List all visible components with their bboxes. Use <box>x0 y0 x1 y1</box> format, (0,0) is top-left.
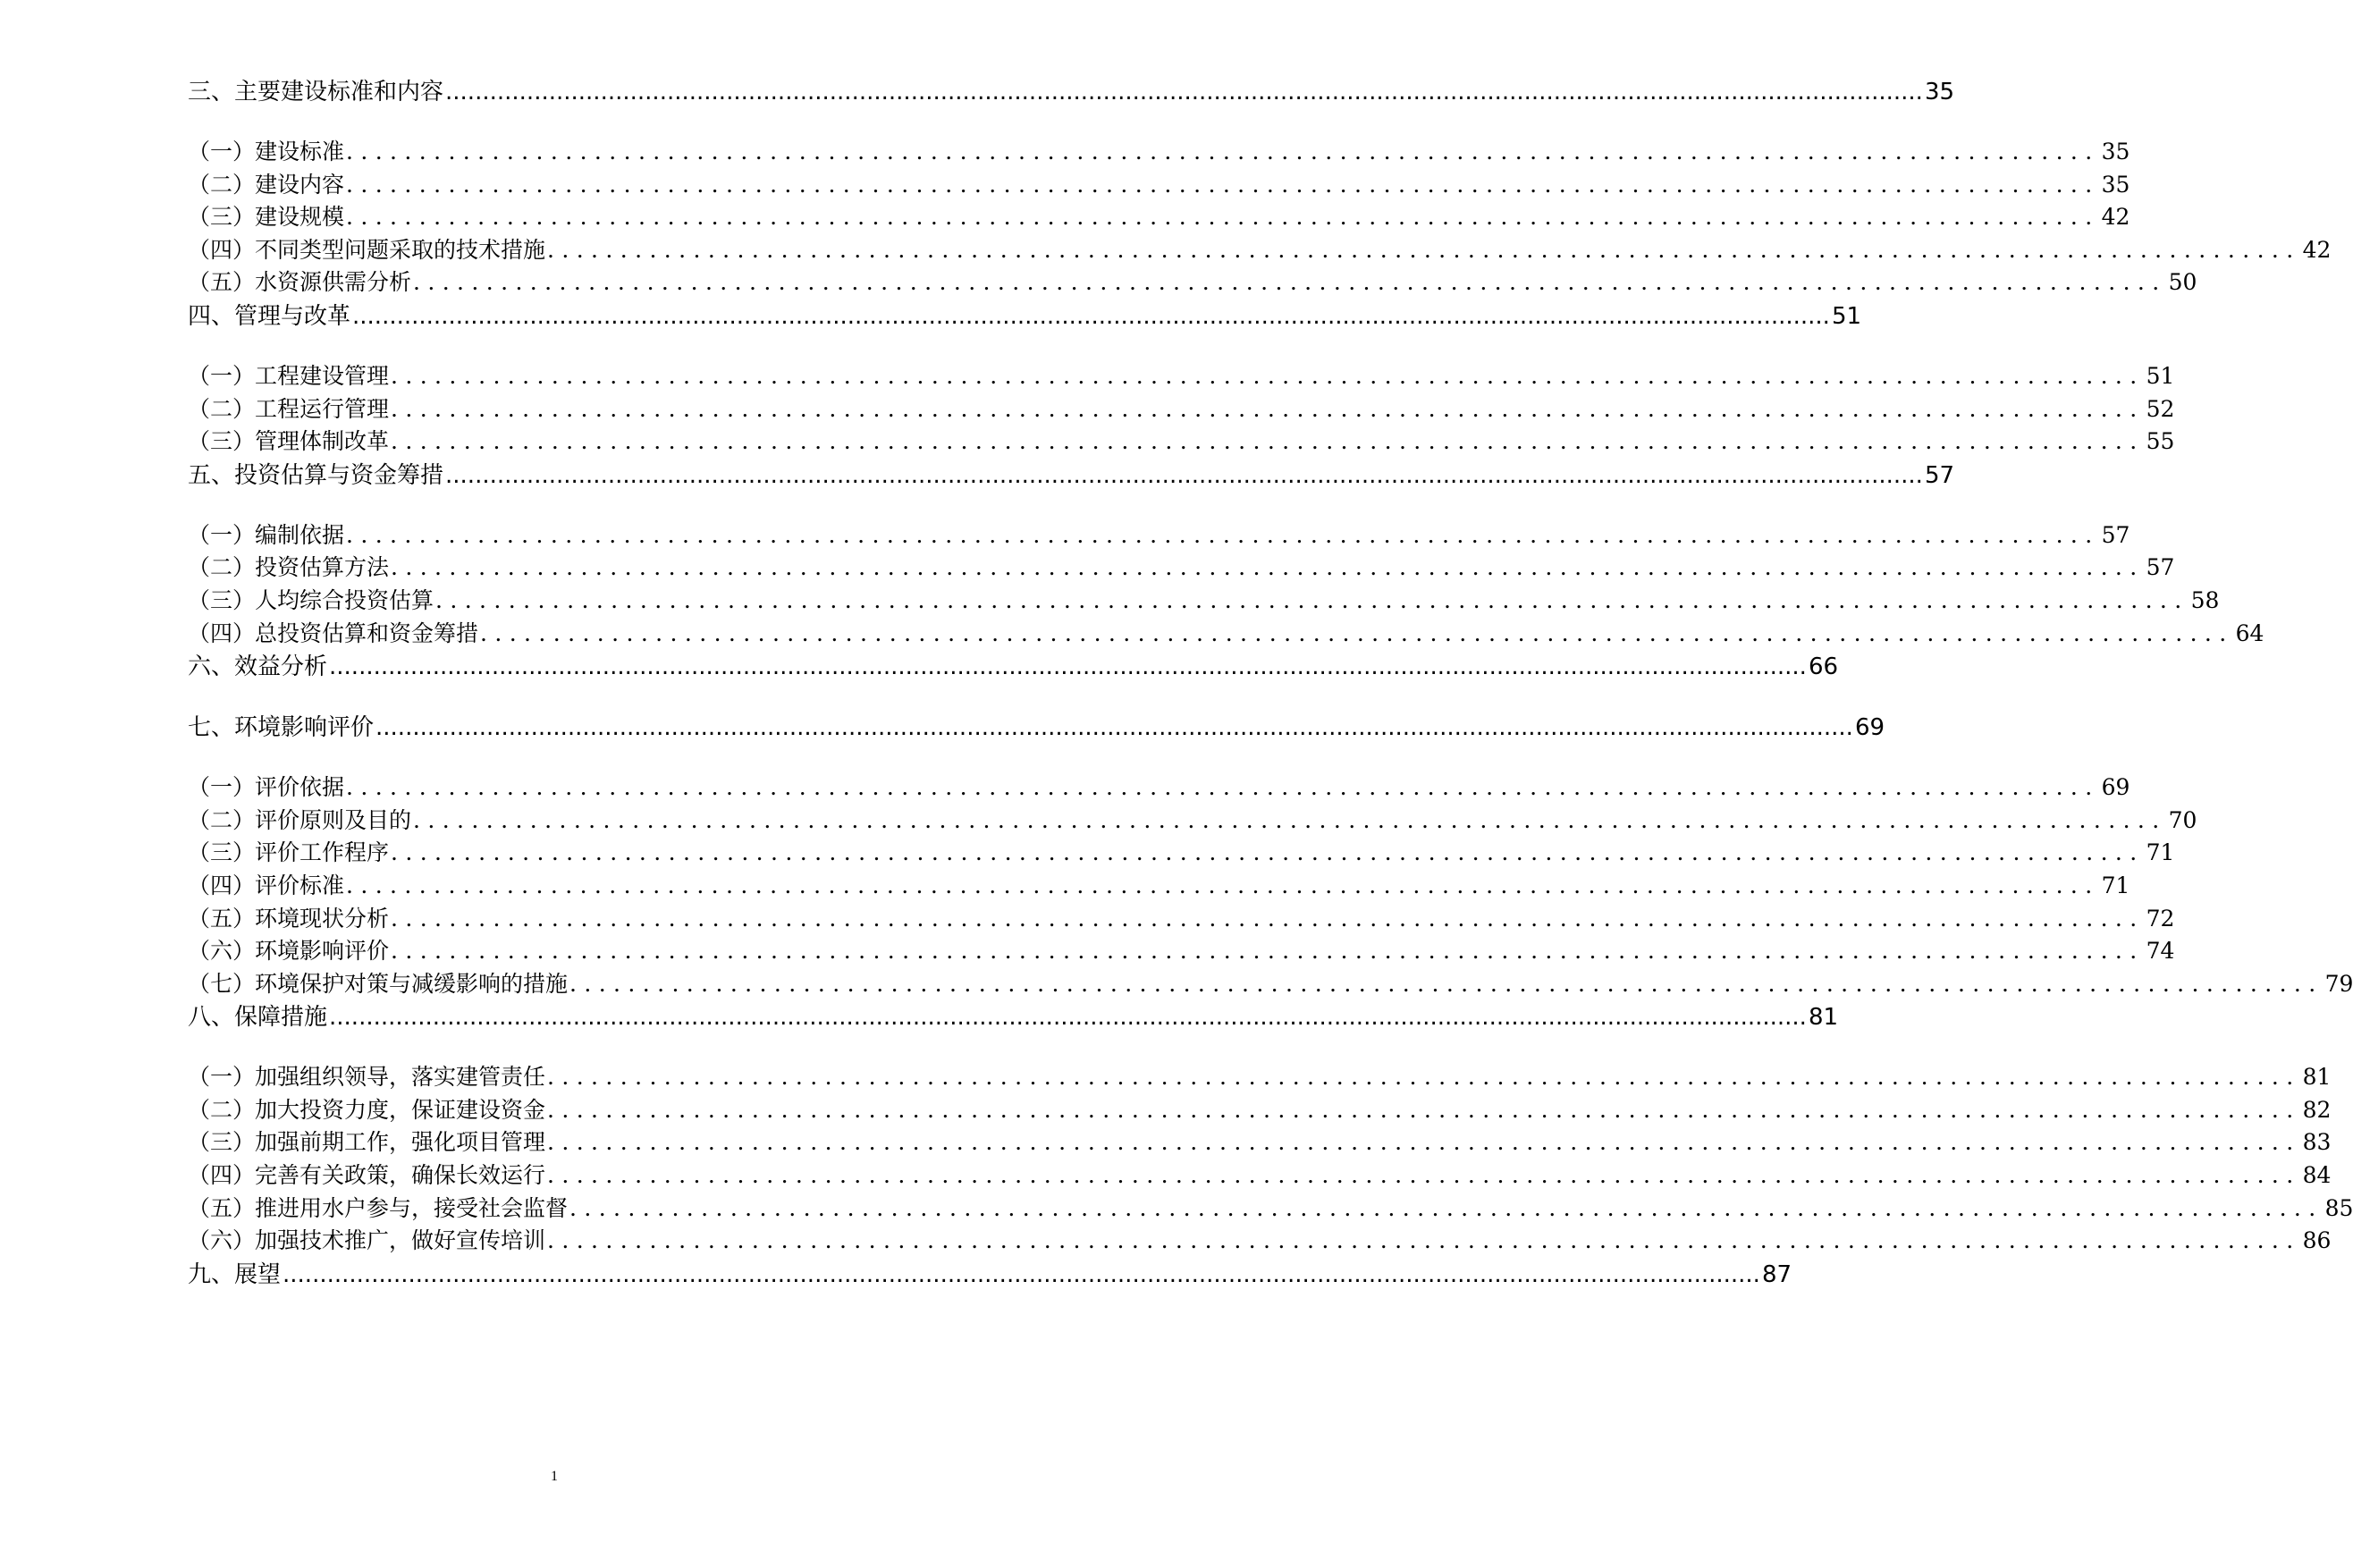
dot-leader: ........................................................................................................................ <box>569 1194 2323 1221</box>
toc-subsection-entry[interactable] <box>188 1061 2332 1094</box>
toc-subsection-title: （二）建设内容 <box>188 171 345 198</box>
toc-subsection-entry[interactable] <box>188 1126 2332 1159</box>
toc-subsection-title: （三）人均综合投资估算 <box>188 586 434 613</box>
toc-section-title: 八、保障措施 <box>188 1004 328 1032</box>
toc-section-entry[interactable] <box>188 1258 1792 1292</box>
toc-subsection-title: （一）编制依据 <box>188 521 345 548</box>
toc-section-title: 九、展望 <box>188 1260 282 1288</box>
toc-section-entry[interactable] <box>188 459 1955 493</box>
toc-subsection-page: 86 <box>2302 1227 2332 1254</box>
dot-leader: ........................................................................................................................ <box>346 171 2100 198</box>
toc-subsection-entry[interactable] <box>188 903 2175 936</box>
toc-subsection-page: 57 <box>2101 521 2130 548</box>
toc-subsection-title: （五）推进用水户参与，接受社会监督 <box>188 1194 569 1221</box>
toc-subsection-title: （四）不同类型问题采取的技术措施 <box>188 236 546 263</box>
toc-subsection-page: 55 <box>2146 428 2175 455</box>
toc-subsection-entry[interactable] <box>188 136 2130 169</box>
toc-subsection-entry[interactable] <box>188 426 2175 459</box>
toc-subsection-page: 51 <box>2146 362 2175 389</box>
toc-subsection-page: 57 <box>2146 554 2175 581</box>
dot-leader: ........................................................................................................................ <box>547 1129 2301 1156</box>
toc-section-title: 五、投资估算与资金筹措 <box>188 461 444 489</box>
toc-subsection-title: （六）加强技术推广，做好宣传培训 <box>188 1227 546 1254</box>
toc-subsection-entry[interactable] <box>188 1094 2332 1127</box>
dot-leader: ........................................................................................................................ <box>547 236 2301 263</box>
toc-subsection-entry[interactable] <box>188 618 2264 651</box>
dot-leader: ........................................................................................................................ <box>435 586 2189 613</box>
toc-subsection-entry[interactable] <box>188 169 2130 202</box>
page-number: 1 <box>551 1469 558 1484</box>
toc-section-page: 66 <box>1808 653 1839 681</box>
toc-subsection-title: （三）建设规模 <box>188 204 345 231</box>
toc-subsection-entry[interactable] <box>188 519 2130 552</box>
dot-leader: ........................................................................................................................ <box>346 521 2100 548</box>
toc-subsection-page: 58 <box>2190 586 2220 613</box>
toc-subsection-title: （一）建设标准 <box>188 139 345 164</box>
toc-section-entry[interactable] <box>188 75 1955 109</box>
toc-subsection-entry[interactable] <box>188 393 2175 426</box>
toc-subsection-title: （二）投资估算方法 <box>188 554 390 581</box>
toc-subsection-page: 71 <box>2101 872 2130 898</box>
toc-section-entry[interactable] <box>188 711 1885 745</box>
toc-subsection-title: （七）环境保护对策与减缓影响的措施 <box>188 970 569 997</box>
toc-subsection-entry[interactable] <box>188 266 2197 299</box>
toc-subsection-title: （三）评价工作程序 <box>188 839 390 866</box>
toc-subsection-entry[interactable] <box>188 585 2220 618</box>
dot-leader: ........................................................................................................................ <box>391 905 2145 932</box>
dot-leader: ........................................................................................................................................................................................................ <box>329 653 1807 681</box>
toc-section-page: 51 <box>1831 302 1862 330</box>
dot-leader: ........................................................................................................................................................................................................ <box>375 714 1853 742</box>
dot-leader: ........................................................................................................................................................................................................ <box>445 461 1923 489</box>
toc-subsection-page: 42 <box>2101 204 2130 231</box>
toc-subsection-page: 74 <box>2146 938 2175 965</box>
dot-leader: ........................................................................................................................ <box>547 1064 2301 1091</box>
toc-subsection-entry[interactable] <box>188 935 2175 968</box>
toc-subsection-title: （三）加强前期工作，强化项目管理 <box>188 1129 546 1156</box>
toc-subsection-title: （二）评价原则及目的 <box>188 806 412 833</box>
toc-subsection-title: （一）评价依据 <box>188 774 345 801</box>
toc-subsection-entry[interactable] <box>188 1225 2332 1258</box>
dot-leader: ........................................................................................................................ <box>569 970 2323 997</box>
toc-subsection-page: 35 <box>2101 171 2130 198</box>
toc-subsection-page: 84 <box>2302 1162 2332 1189</box>
toc-subsection-title: （五）环境现状分析 <box>188 905 390 932</box>
toc-subsection-entry[interactable] <box>188 837 2175 870</box>
toc-subsection-page: 72 <box>2146 905 2175 932</box>
toc-section-title: 七、环境影响评价 <box>188 714 375 742</box>
toc-section-page: 57 <box>1924 461 1955 489</box>
toc-subsection-entry[interactable] <box>188 1193 2353 1226</box>
toc-section-title: 三、主要建设标准和内容 <box>188 79 444 105</box>
toc-subsection-page: 42 <box>2302 236 2332 263</box>
toc-subsection-page: 71 <box>2146 839 2175 866</box>
dot-leader: ........................................................................................................................ <box>346 774 2100 801</box>
toc-subsection-entry[interactable] <box>188 1159 2332 1193</box>
toc-section-entry[interactable] <box>188 650 1839 684</box>
toc-subsection-page: 50 <box>2168 269 2197 296</box>
toc-subsection-title: （五）水资源供需分析 <box>188 269 412 296</box>
toc-subsection-title: （四）总投资估算和资金筹措 <box>188 620 479 646</box>
toc-subsection-entry[interactable] <box>188 870 2130 903</box>
toc-subsection-title: （四）完善有关政策，确保长效运行 <box>188 1162 546 1189</box>
toc-subsection-entry[interactable] <box>188 360 2175 393</box>
dot-leader: ........................................................................................................................ <box>346 139 2100 164</box>
dot-leader: ........................................................................................................................ <box>413 269 2167 296</box>
toc-section-entry[interactable] <box>188 299 1862 333</box>
table-of-contents <box>188 75 2353 1292</box>
toc-section-title: 六、效益分析 <box>188 653 328 681</box>
dot-leader: ........................................................................................................................................................................................................ <box>352 302 1830 330</box>
toc-subsection-entry[interactable] <box>188 968 2353 1001</box>
toc-section-entry[interactable] <box>188 1000 1839 1034</box>
dot-leader: ........................................................................................................................ <box>547 1227 2301 1254</box>
dot-leader: ........................................................................................................................................................................................................ <box>445 79 1923 105</box>
dot-leader: ........................................................................................................................ <box>391 428 2145 455</box>
toc-subsection-page: 82 <box>2302 1096 2332 1123</box>
dot-leader: ........................................................................................................................ <box>391 554 2145 581</box>
toc-subsection-page: 52 <box>2146 395 2175 422</box>
toc-subsection-page: 85 <box>2324 1194 2353 1221</box>
toc-subsection-entry[interactable] <box>188 771 2130 805</box>
toc-subsection-title: （六）环境影响评价 <box>188 938 390 965</box>
toc-subsection-page: 81 <box>2302 1064 2332 1091</box>
toc-subsection-page: 83 <box>2302 1129 2332 1156</box>
toc-subsection-title: （二）工程运行管理 <box>188 395 390 422</box>
toc-section-page: 87 <box>1761 1260 1792 1288</box>
dot-leader: ........................................................................................................................ <box>391 395 2145 422</box>
toc-subsection-entry[interactable] <box>188 234 2332 267</box>
dot-leader: ........................................................................................................................................................................................................ <box>283 1260 1760 1288</box>
toc-subsection-entry[interactable] <box>188 805 2197 838</box>
toc-section-page: 81 <box>1808 1004 1839 1032</box>
dot-leader: ........................................................................................................................ <box>547 1162 2301 1189</box>
dot-leader: ........................................................................................................................ <box>346 872 2100 898</box>
toc-section-page: 35 <box>1924 79 1955 105</box>
toc-subsection-title: （一）工程建设管理 <box>188 362 390 389</box>
toc-subsection-title: （二）加大投资力度，保证建设资金 <box>188 1096 546 1123</box>
dot-leader: ........................................................................................................................ <box>346 204 2100 231</box>
dot-leader: ........................................................................................................................ <box>480 620 2234 646</box>
dot-leader: ........................................................................................................................ <box>391 839 2145 866</box>
dot-leader: ........................................................................................................................ <box>391 362 2145 389</box>
toc-section-page: 69 <box>1854 714 1885 742</box>
toc-subsection-page: 70 <box>2168 806 2197 833</box>
toc-subsection-page: 79 <box>2324 970 2353 997</box>
toc-subsection-page: 35 <box>2101 139 2130 164</box>
toc-subsection-entry[interactable] <box>188 552 2175 585</box>
dot-leader: ........................................................................................................................ <box>413 806 2167 833</box>
toc-subsection-title: （三）管理体制改革 <box>188 428 390 455</box>
dot-leader: ........................................................................................................................ <box>547 1096 2301 1123</box>
toc-subsection-page: 69 <box>2101 774 2130 801</box>
toc-section-title: 四、管理与改革 <box>188 302 351 330</box>
toc-subsection-title: （四）评价标准 <box>188 872 345 898</box>
toc-subsection-title: （一）加强组织领导，落实建管责任 <box>188 1064 546 1091</box>
toc-subsection-entry[interactable] <box>188 201 2130 234</box>
dot-leader: ........................................................................................................................................................................................................ <box>329 1004 1807 1032</box>
dot-leader: ........................................................................................................................ <box>391 938 2145 965</box>
toc-subsection-page: 64 <box>2235 620 2264 646</box>
